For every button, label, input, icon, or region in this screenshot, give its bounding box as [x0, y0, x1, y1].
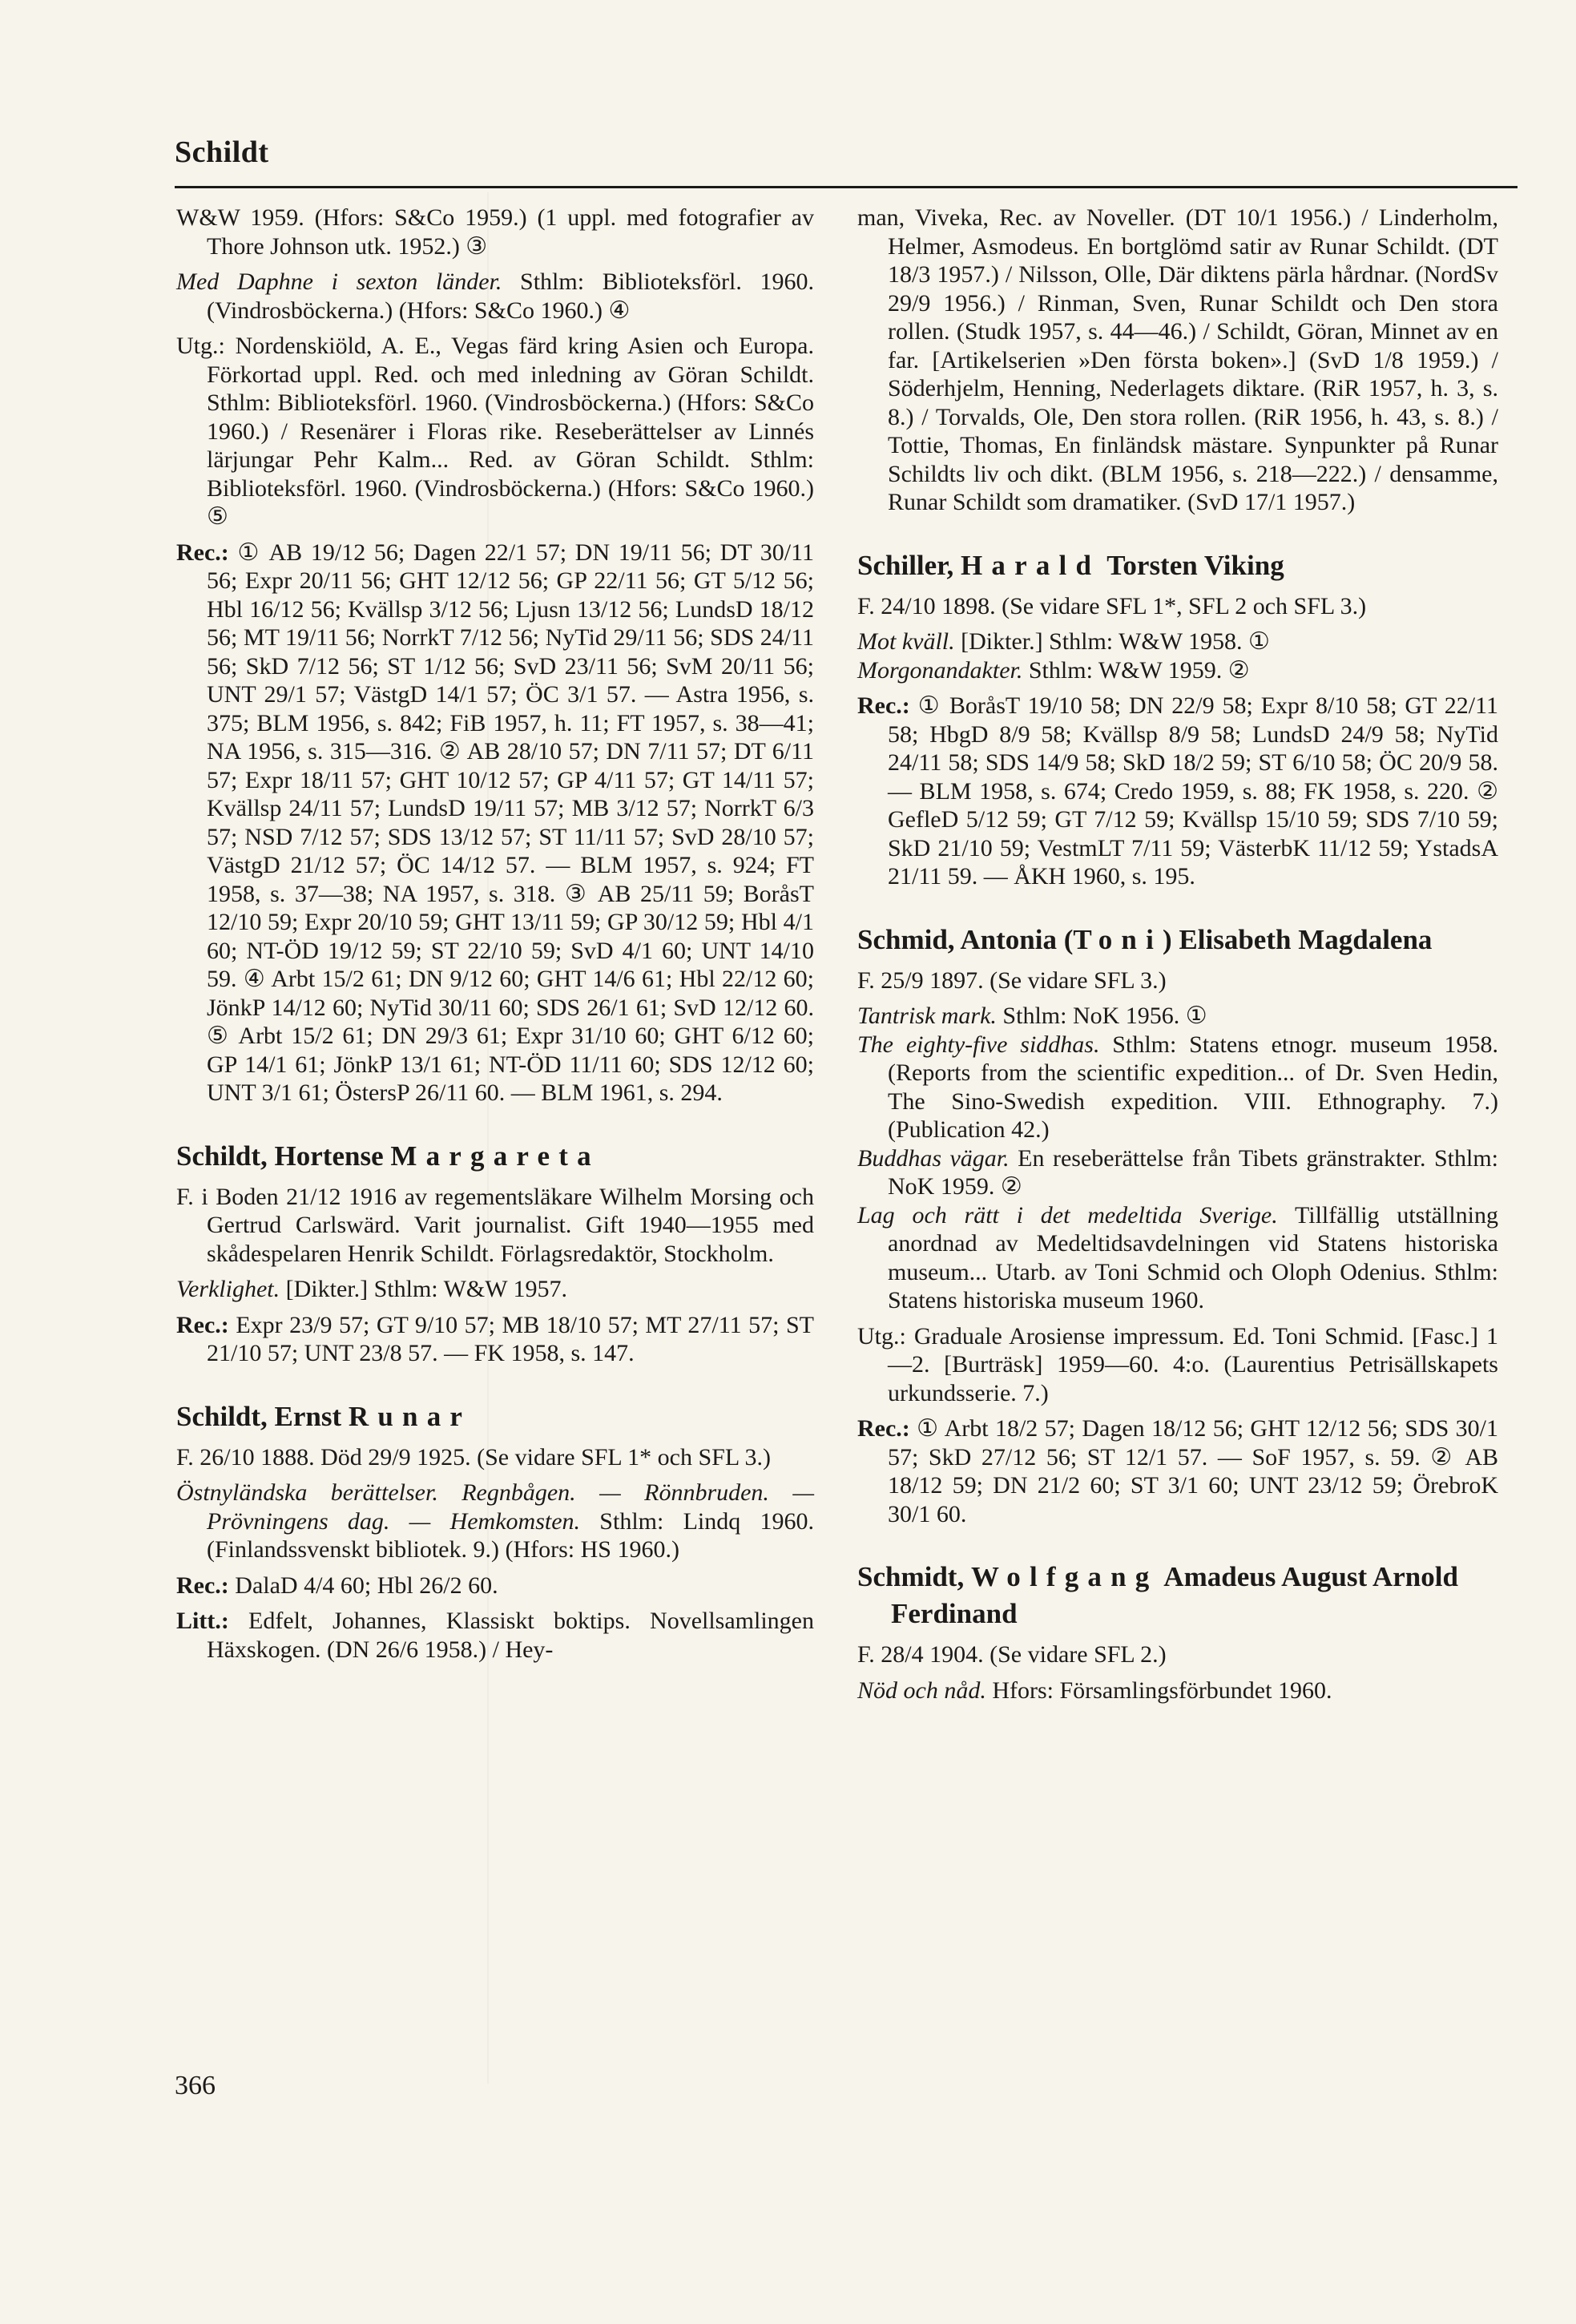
running-head: Schildt: [175, 135, 269, 169]
work-title: Nöd och nåd.: [857, 1676, 986, 1704]
entry-heading-hortense-schildt: [176, 1138, 814, 1175]
work-details: Sthlm: Statens etnogr. museum 1958. (Reports from the scientific expedition... of Dr. Sven Hedin, The Sino-Swedish expedition. VIII. Ethnography. 7.) (Publication 42.): [888, 1031, 1498, 1143]
entry-heading-name-rest: Amadeus August Arnold Ferdinand: [891, 1561, 1458, 1629]
literature-list: [176, 1607, 814, 1664]
biography-text: F. 25/9 1897. (Se vidare SFL 3.): [857, 966, 1167, 994]
work-details: Sthlm: Lindq 1960. (Finlandssvenskt bibliotek. 9.) (Hfors: HS 1960.): [207, 1507, 814, 1563]
right-column: [857, 204, 1498, 1712]
work-details: Sthlm: W&W 1959. ②: [1022, 656, 1250, 684]
work-entry: [857, 1676, 1498, 1705]
entry-heading-name: Schmidt,: [857, 1561, 971, 1592]
entry-heading-spaced-name: Harald: [961, 549, 1101, 581]
entry-heading-spaced-name: Runar: [348, 1400, 472, 1432]
work-entry: [857, 1031, 1498, 1144]
entry-heading-spaced-name: Margareta: [390, 1140, 600, 1172]
editor-note: [857, 1322, 1498, 1408]
work-entry: [857, 1002, 1498, 1031]
work-title: Tantrisk mark.: [857, 1003, 997, 1029]
page-number: 366: [175, 2071, 216, 2100]
work-title: Verklighet.: [176, 1276, 280, 1302]
biography-text: F. 26/10 1888. Död 29/9 1925. (Se vidare SFL 1* och SFL 3.): [176, 1443, 772, 1471]
review-label: Rec.:: [857, 1415, 910, 1442]
entry-heading-ernst-schildt: [176, 1398, 814, 1435]
work-details: Sthlm: NoK 1956. ①: [996, 1003, 1207, 1029]
editor-note-text: Utg.: Graduale Arosiense impressum. Ed. Toni Schmid. [Fasc.] 1—2. [Burträsk] 1959—60. 4:o. (Laurentius Petrisällskapets urkundsserie. 7.): [857, 1322, 1498, 1406]
literature-label: Litt.:: [176, 1608, 229, 1634]
review-text: Expr 23/9 57; GT 9/10 57; MB 18/10 57; MT 27/11 57; ST 21/10 57; UNT 23/8 57. — FK 1958, s. 147.: [207, 1311, 814, 1366]
work-entry: [176, 268, 814, 325]
work-entry: [857, 627, 1498, 656]
biography: [176, 1183, 814, 1269]
work-title: Morgonandakter.: [857, 656, 1023, 684]
entry-heading-spaced-name: Toni: [1073, 923, 1163, 955]
work-title: Buddhas vägar.: [857, 1144, 1010, 1172]
entry-heading-schmidt: [857, 1559, 1498, 1632]
work-title: The eighty-five siddhas.: [857, 1031, 1100, 1058]
biography-text: F. i Boden 21/12 1916 av regementsläkare Wilhelm Morsing och Gertrud Carlswärd. Varit journalist. Gift 1940—1955 med skådespelaren Henrik Schildt. Förlagsredaktör, Stockholm.: [176, 1183, 814, 1267]
header-rule: [175, 186, 1518, 188]
work-details: [Dikter.] Sthlm: W&W 1958. ①: [954, 628, 1270, 655]
work-details: Hfors: Församlingsförbundet 1960.: [986, 1676, 1332, 1704]
entry-heading-name: Schiller,: [857, 549, 961, 581]
work-details: En reseberättelse från Tibets gränstrakter. Sthlm: NoK 1959. ②: [888, 1144, 1498, 1200]
biography: [176, 1443, 814, 1472]
work-details: [Dikter.] Sthlm: W&W 1957.: [280, 1276, 568, 1302]
entry-heading-name: Schildt, Hortense: [176, 1140, 391, 1172]
entry-heading-schmid: [857, 922, 1498, 958]
entry-heading-name: Schmid, Antonia (: [857, 923, 1074, 955]
review-list: [176, 1311, 814, 1368]
review-list: [176, 539, 814, 1108]
work-entry: [176, 1275, 814, 1304]
review-text: DalaD 4/4 60; Hbl 26/2 60.: [228, 1572, 498, 1599]
entry-heading-spaced-name: Wolfgang: [970, 1561, 1159, 1592]
literature-text: man, Viveka, Rec. av Noveller. (DT 10/1 1956.) / Linderholm, Helmer, Asmodeus. En bortglömd satir av Runar Schildt. (DT 18/3 1957.) / Nilsson, Olle, Där diktens pärla hårdnar. (NordSv 29/9 1956.) / Rinman, Sven, Runar Schildt och Den stora rollen. (Studk 1957, s. 44—46.) / Schildt, Göran, Minnet av en far. [Artikelserien »Den första boken».] (SvD 1/8 1959.) / Söderhjelm, Henning, Nederlagets diktare. (RiR 1957, h. 3, s. 8.) / Torvalds, Ole, Den stora rollen. (RiR 1956, h. 43, s. 8.) / Tottie, Thomas, En finländsk mästare. Synpunkter på Runar Schildts liv och dikt. (BLM 1956, s. 218—222.) / densamme, Runar Schildt som dramatiker. (SvD 17/1 1957.): [857, 204, 1498, 515]
entry-heading-name: Schildt, Ernst: [176, 1400, 349, 1432]
review-label: Rec.:: [176, 1311, 229, 1338]
entry-heading-schiller: [857, 547, 1498, 584]
work-entry: [176, 1479, 814, 1564]
review-label: Rec.:: [857, 692, 910, 719]
review-list: [857, 1414, 1498, 1528]
work-title: Östnyländska berättelser. Regnbågen. — Rönnbruden. — Prövningens dag. — Hemkomsten.: [176, 1479, 814, 1535]
editor-note-text: Utg.: Nordenskiöld, A. E., Vegas färd kring Asien och Europa. Förkortad uppl. Red. och med inledning av Göran Schildt. Sthlm: Biblioteksförl. 1960. (Vindrosböckerna.) (Hfors: S&Co 1960.) / Resenärer i Floras rike. Reseberättelser av Linnés lärjungar Pehr Kalm... Red. av Göran Schildt. Sthlm: Biblioteksförl. 1960. (Vindrosböckerna.) (Hfors: S&Co 1960.) ⑤: [176, 333, 814, 530]
review-list: [176, 1572, 814, 1600]
work-entry: [857, 656, 1498, 685]
review-text: ① AB 19/12 56; Dagen 22/1 57; DN 19/11 56; DT 30/11 56; Expr 20/11 56; GHT 12/12 56; GP 22/11 56; GT 5/12 56; Hbl 16/12 56; Kvällsp 3/12 56; Ljusn 13/12 56; LundsD 18/12 56; MT 19/11 56; NorrkT 7/12 56; NyTid 29/11 56; SDS 24/11 56; SkD 7/12 56; ST 1/12 56; SvD 23/11 56; SvM 20/11 56; UNT 29/1 57; VästgD 14/1 57; ÖC 3/1 57. — Astra 1956, s. 375; BLM 1956, s. 842; FiB 1957, h. 11; FT 1957, s. 38—41; NA 1956, s. 315—316. ② AB 28/10 57; DN 7/11 57; DT 6/11 57; Expr 18/11 57; GHT 10/12 57; GP 4/11 57; GT 14/11 57; Kvällsp 24/11 57; LundsD 19/11 57; MB 3/12 57; NorrkT 6/3 57; NSD 7/12 57; SDS 13/12 57; ST 11/11 57; SvD 28/10 57; VästgD 21/12 57; ÖC 14/12 57. — BLM 1957, s. 924; FT 1958, s. 37—38; NA 1957, s. 318. ③ AB 25/11 59; BoråsT 12/10 59; Expr 20/10 59; GHT 13/11 59; GP 30/12 59; Hbl 4/1 60; NT-ÖD 19/12 59; ST 22/10 59; SvD 4/1 60; UNT 14/10 59. ④ Arbt 15/2 61; DN 9/12 60; GHT 14/6 61; Hbl 22/12 60; JönkP 14/12 60; NyTid 30/11 60; SDS 26/1 61; SvD 12/12 60. ⑤ Arbt 15/2 61; DN 29/3 61; Expr 31/10 60; GHT 6/12 60; GP 14/1 61; JönkP 13/1 61; NT-ÖD 11/11 60; SDS 12/12 60; UNT 3/1 61; ÖstersP 26/11 60. — BLM 1961, s. 294.: [207, 539, 814, 1106]
work-title: Mot kväll.: [857, 628, 955, 655]
work-details: Sthlm: Biblioteksförl. 1960. (Vindrosböckerna.) (Hfors: S&Co 1960.) ④: [207, 268, 815, 324]
editor-note: [176, 332, 814, 531]
review-label: Rec.:: [176, 1572, 229, 1599]
continuation-text: W&W 1959. (Hfors: S&Co 1959.) (1 uppl. med fotografier av Thore Johnson utk. 1952.) ③: [176, 204, 814, 260]
work-entry: [857, 1144, 1498, 1201]
left-column: [176, 204, 814, 1671]
entry-heading-name-rest: Torsten Viking: [1100, 549, 1284, 581]
biography: [857, 592, 1498, 621]
work-entry: [857, 1201, 1498, 1315]
work-details: Tillfällig utställning anordnad av Medeltidsavdelningen vid Statens historiska museum... Utarb. av Toni Schmid och Oloph Odenius. Sthlm: Statens historiska museum 1960.: [888, 1201, 1498, 1313]
biography-text: F. 28/4 1904. (Se vidare SFL 2.): [857, 1641, 1167, 1668]
review-text: ① BoråsT 19/10 58; DN 22/9 58; Expr 8/10 58; GT 22/11 58; HbgD 8/9 58; Kvällsp 8/9 58; LundsD 24/9 58; NyTid 24/11 58; SDS 14/9 58; SkD 18/2 59; ST 6/10 58; ÖC 20/9 58. — BLM 1958, s. 674; Credo 1959, s. 88; FK 1958, s. 220. ② GefleD 5/12 59; GT 7/12 59; Kvällsp 15/10 59; SDS 7/10 59; SkD 21/10 59; VestmLT 7/11 59; VästerbK 11/12 59; YstadsA 21/11 59. — ÅKH 1960, s. 195.: [888, 692, 1498, 890]
biography: [857, 966, 1498, 995]
entry-continuation-paragraph: [176, 204, 814, 260]
literature-text: Edfelt, Johannes, Klassiskt boktips. Novellsamlingen Häxskogen. (DN 26/6 1958.) / Hey-: [207, 1608, 814, 1663]
review-label: Rec.:: [176, 539, 229, 566]
literature-continuation: [857, 204, 1498, 517]
entry-heading-name-rest: ) Elisabeth Magdalena: [1163, 923, 1433, 955]
review-list: [857, 692, 1498, 891]
work-title: Lag och rätt i det medeltida Sverige.: [857, 1201, 1278, 1229]
biography-text: F. 24/10 1898. (Se vidare SFL 1*, SFL 2 och SFL 3.): [857, 592, 1367, 619]
work-title: Med Daphne i sexton länder.: [176, 268, 502, 295]
review-text: ① Arbt 18/2 57; Dagen 18/12 56; GHT 12/12 56; SDS 30/1 57; SkD 27/12 56; ST 12/1 57. — SoF 1957, s. 59. ② AB 18/12 59; DN 21/2 60; ST 3/1 60; UNT 23/12 59; ÖrebroK 30/1 60.: [888, 1415, 1498, 1527]
biography: [857, 1640, 1498, 1669]
